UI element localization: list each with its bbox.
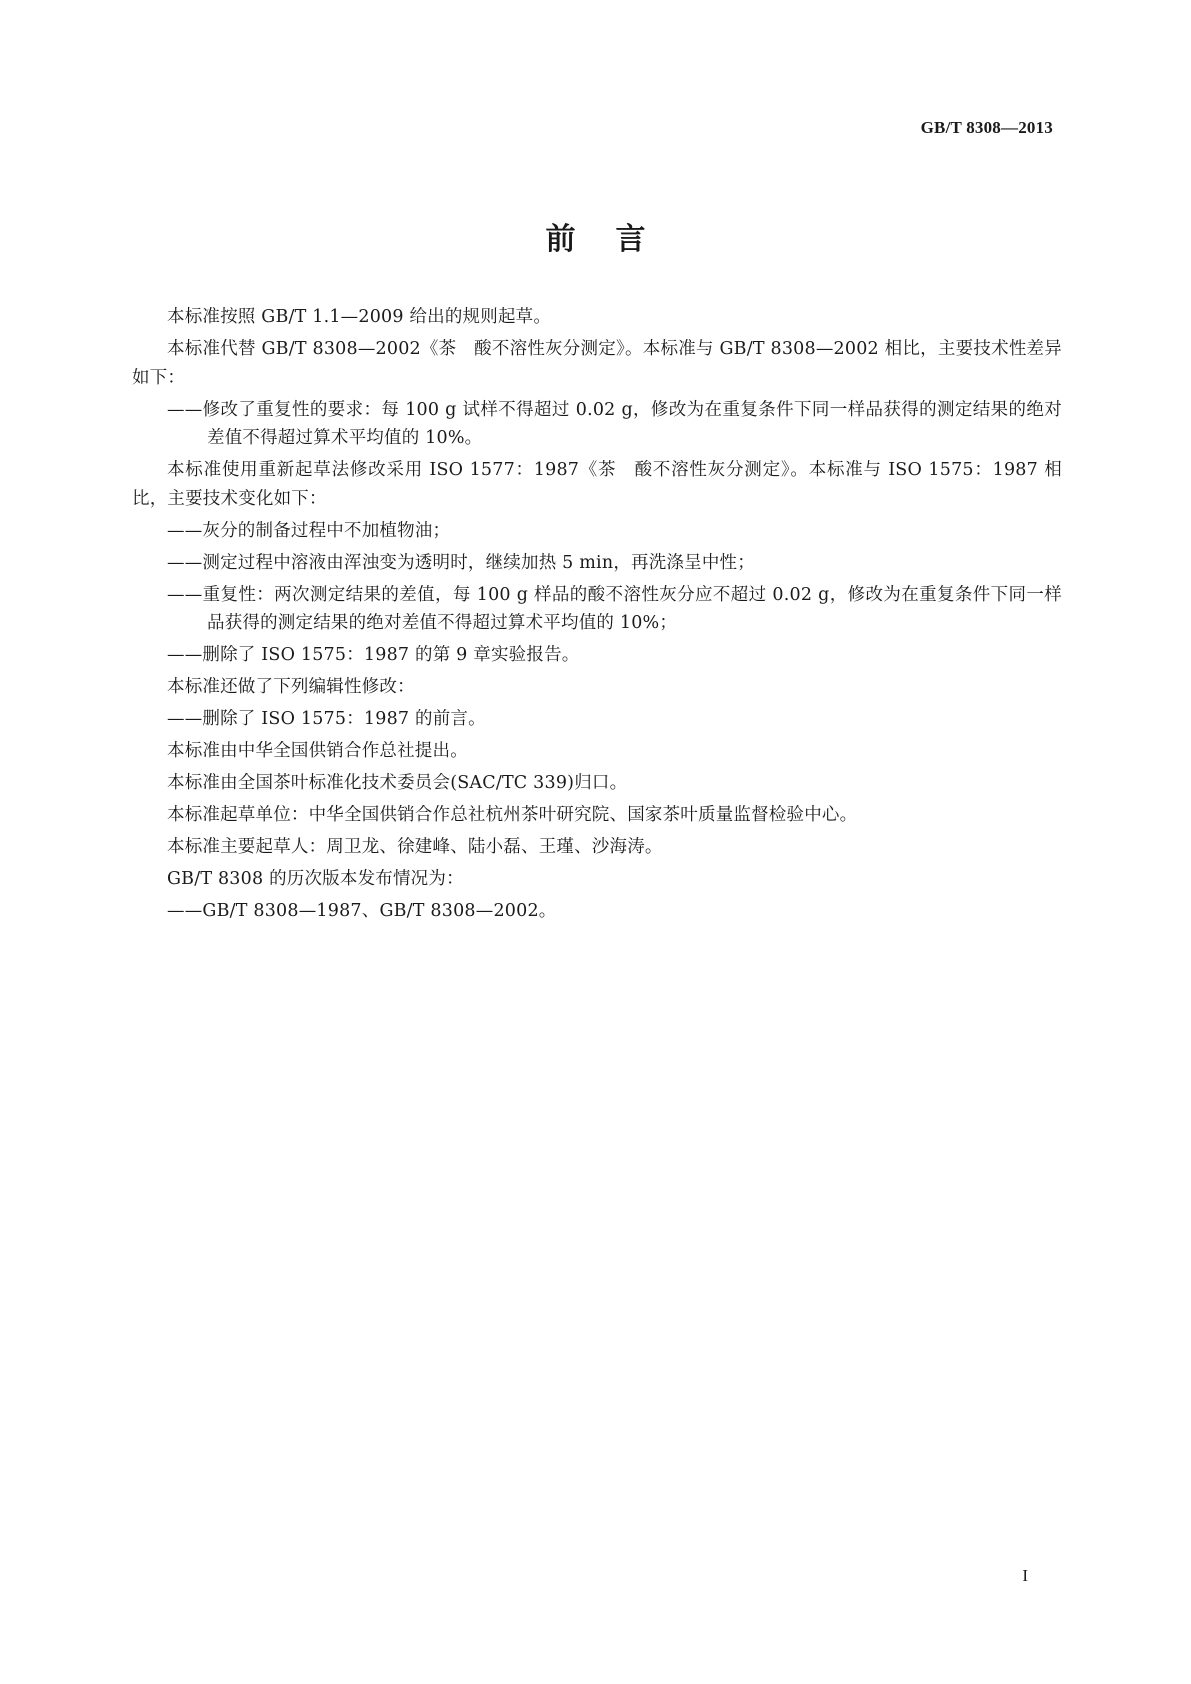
page-title: 前言	[545, 222, 686, 257]
list-item: ——测定过程中溶液由浑浊变为透明时，继续加热 5 min，再洗涤呈中性；	[167, 552, 755, 573]
list-item: ——删除了 ISO 1575：1987 的前言。	[167, 709, 486, 729]
page-number: I	[1022, 1566, 1028, 1585]
list-item: ——GB/T 8308—1987、GB/T 8308—2002。	[167, 901, 557, 921]
paragraph: 本标准代替 GB/T 8308—2002《茶 酸不溶性灰分测定》。本标准与 GB/T 8308—2002 相比，主要技术性差异如下：	[132, 339, 1062, 388]
paragraph: 本标准起草单位：中华全国供销合作总社杭州茶叶研究院、国家茶叶质量监督检验中心。	[167, 805, 858, 825]
list-item: ——灰分的制备过程中不加植物油；	[167, 520, 451, 541]
paragraph: 本标准由全国茶叶标准化技术委员会(SAC/TC 339)归口。	[167, 773, 628, 793]
paragraph: 本标准按照 GB/T 1.1—2009 给出的规则起草。	[167, 307, 552, 327]
paragraph: GB/T 8308 的历次版本发布情况为：	[167, 869, 464, 889]
paragraph: 本标准由中华全国供销合作总社提出。	[167, 741, 468, 761]
paragraph: 本标准主要起草人：周卫龙、徐建峰、陆小磊、王瑾、沙海涛。	[167, 837, 663, 857]
paragraph: 本标准使用重新起草法修改采用 ISO 1577：1987《茶 酸不溶性灰分测定》。本标准与 ISO 1575：1987 相比，主要技术变化如下：	[132, 460, 1062, 509]
list-item: ——修改了重复性的要求：每 100 g 试样不得超过 0.02 g，修改为在重复条件下同一样品获得的测定结果的绝对差值不得超过算术平均值的 10%。	[167, 399, 1062, 448]
foreword-body	[132, 303, 1062, 929]
standard-code: GB/T 8308—2013	[920, 118, 1053, 137]
list-item: ——删除了 ISO 1575：1987 的第 9 章实验报告。	[167, 645, 580, 665]
paragraph: 本标准还做了下列编辑性修改：	[167, 677, 415, 697]
list-item: ——重复性：两次测定结果的差值，每 100 g 样品的酸不溶性灰分应不超过 0.02 g，修改为在重复条件下同一样品获得的测定结果的绝对差值不得超过算术平均值的 10%；	[167, 584, 1062, 633]
